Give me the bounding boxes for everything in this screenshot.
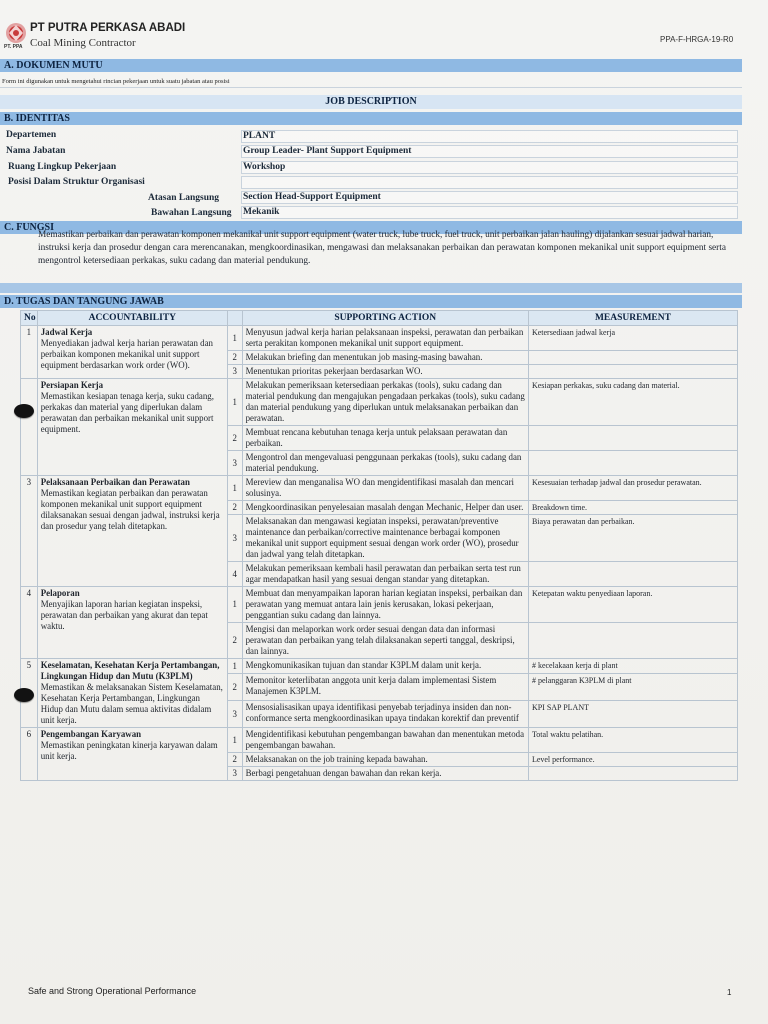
section-d-title: D. TUGAS DAN TANGUNG JAWAB — [0, 295, 742, 308]
accountability-title: Pelaporan — [40, 588, 80, 598]
supporting-action: Mengidentifikasi kebutuhan pengembangan bawahan dan menentukan metoda pengembangan bawahan. — [242, 728, 528, 753]
accountability-title: Pengembangan Karyawan — [40, 729, 142, 739]
measurement: Biaya perawatan dan perbaikan. — [528, 515, 737, 562]
supporting-action: Mereview dan menganalisa WO dan mengidentifikasi masalah dan mencari solusinya. — [242, 476, 528, 501]
measurement: Ketersediaan jadwal kerja — [528, 326, 737, 351]
section-a-note-row — [0, 73, 742, 88]
accountability-title: Keselamatan, Kesehatan Kerja Pertambangan, Lingkungan Hidup dan Mutu (K3PLM) — [40, 660, 220, 681]
measurement — [528, 767, 737, 781]
action-number: 2 — [227, 501, 242, 515]
supporting-action: Melaksanakan dan mengawasi kegiatan inspeksi, perawatan/preventive maintenance dan perbaikan/corrective maintenance berbagai komponen mekanikal unit support equipment sesuai dengan work order (WO), prosedur dan jadwal yang telah ditetapkan. — [242, 515, 528, 562]
task-accountability — [37, 379, 227, 476]
jabatan-value: Group Leader- Plant Support Equipment — [243, 146, 412, 156]
section-c-title: C. FUNGSI — [0, 221, 742, 234]
measurement — [528, 451, 737, 476]
departemen-label: Departemen — [6, 130, 57, 140]
accountability-description: Memastikan kesiapan tenaga kerja, suku cadang, perkakas dan material yang diperlukan dalam perawatan dan perbaikan mekanikal unit support equipment. — [40, 391, 214, 434]
measurement — [528, 562, 737, 587]
task-number: 6 — [21, 728, 38, 781]
measurement — [528, 623, 737, 659]
measurement: Ketepatan waktu penyediaan laporan. — [528, 587, 737, 623]
atasan-value: Section Head-Support Equipment — [243, 192, 381, 202]
lingkup-value: Workshop — [243, 162, 286, 172]
measurement: Level performance. — [528, 753, 737, 767]
tasks-header-row — [21, 311, 738, 326]
task-accountability — [37, 587, 227, 659]
supporting-action: Mengontrol dan mengevaluasi penggunaan perkakas (tools), suku cadang dan material pendukung. — [242, 451, 528, 476]
action-number: 3 — [227, 451, 242, 476]
task-number: 1 — [21, 326, 38, 379]
action-number: 3 — [227, 365, 242, 379]
action-number: 1 — [227, 379, 242, 426]
bawahan-box — [241, 206, 738, 219]
logo-caption: PT. PPA — [4, 44, 23, 50]
measurement: KPI SAP PLANT — [528, 701, 737, 728]
action-number: 2 — [227, 623, 242, 659]
supporting-action: Berbagi pengetahuan dengan bawahan dan rekan kerja. — [242, 767, 528, 781]
supporting-action: Menentukan prioritas pekerjaan berdasarkan WO. — [242, 365, 528, 379]
accountability-description: Menyajikan laporan harian kegiatan inspeksi, perawatan dan perbaikan yang akurat dan tepat waktu. — [40, 599, 208, 631]
measurement: Kesesuaian terhadap jadwal dan prosedur perawatan. — [528, 476, 737, 501]
header-accountability: ACCOUNTABILITY — [37, 311, 227, 326]
task-number: 4 — [21, 587, 38, 659]
supporting-action: Melakukan pemeriksaan kembali hasil perawatan dan perbaikan serta test run agar mendapatkan hasil yang sesuai dengan standar yang ditetapkan. — [242, 562, 528, 587]
section-a-title: A. DOKUMEN MUTU — [0, 59, 742, 72]
accountability-title: Pelaksanaan Perbaikan dan Perawatan — [40, 477, 190, 487]
company-name: PT PUTRA PERKASA ABADI — [30, 22, 186, 34]
supporting-action: Melakukan pemeriksaan ketersediaan perkakas (tools), suku cadang dan material pendukung dan mengajukan pengadaan perkakas (tools), suku cadang dan material pendukung yang diperlukan untuk melaksanakan perbaikan dan perawatan. — [242, 379, 528, 426]
lingkup-label: Ruang Lingkup Pekerjaan — [8, 162, 117, 172]
header-sub — [227, 311, 242, 326]
measurement — [528, 351, 737, 365]
section-d-spacer — [0, 283, 742, 293]
task-number: 5 — [21, 659, 38, 728]
measurement: Kesiapan perkakas, suku cadang dan material. — [528, 379, 737, 426]
action-number: 4 — [227, 562, 242, 587]
header-measurement: MEASUREMENT — [528, 311, 737, 326]
measurement: # pelanggaran K3PLM di plant — [528, 674, 737, 701]
action-number: 2 — [227, 351, 242, 365]
accountability-description: Memastikan kegiatan perbaikan dan perawatan komponen mekanikal unit support equipment dilaksanakan sesuai dengan jadwal, instruksi kerja dan prosedur yang telah ditetapkan. — [40, 488, 220, 531]
punch-hole-bottom — [14, 688, 34, 702]
section-a-note: Form ini digunakan untuk mengetahui rincian pekerjaan untuk suatu jabatan atau posisi — [2, 78, 230, 85]
action-number: 1 — [227, 728, 242, 753]
supporting-action: Membuat rencana kebutuhan tenaga kerja untuk pelaksaan perawatan dan perbaikan. — [242, 426, 528, 451]
accountability-description: Menyediakan jadwal kerja harian perawatan dan perbaikan komponen mekanikal unit support equipment berdasarkan work order (WO). — [40, 338, 213, 370]
tasks-body — [21, 326, 738, 781]
task-accountability — [37, 326, 227, 379]
task-number — [21, 379, 38, 476]
table-row — [21, 379, 738, 426]
table-row — [21, 476, 738, 501]
action-number: 3 — [227, 767, 242, 781]
supporting-action: Melaksanakan on the job training kepada bawahan. — [242, 753, 528, 767]
posisi-box — [241, 176, 738, 189]
page-number: 1 — [727, 988, 732, 997]
footer-slogan: Safe and Strong Operational Performance — [28, 986, 197, 996]
punch-hole-top — [14, 404, 34, 418]
accountability-title: Jadwal Kerja — [40, 327, 93, 337]
table-row — [21, 326, 738, 351]
task-accountability — [37, 476, 227, 587]
measurement: Total waktu pelatihan. — [528, 728, 737, 753]
task-accountability — [37, 659, 227, 728]
section-b-title: B. IDENTITAS — [0, 112, 742, 125]
table-row — [21, 587, 738, 623]
tasks-table — [20, 310, 738, 781]
task-number: 3 — [21, 476, 38, 587]
measurement — [528, 426, 737, 451]
header-supporting-action: SUPPORTING ACTION — [242, 311, 528, 326]
document-code: PPA-F-HRGA-19-R0 — [660, 35, 734, 44]
table-row — [21, 728, 738, 753]
jabatan-label: Nama Jabatan — [6, 146, 66, 156]
departemen-value: PLANT — [243, 131, 276, 141]
action-number: 2 — [227, 674, 242, 701]
company-tagline: Coal Mining Contractor — [30, 37, 136, 49]
job-description-title: JOB DESCRIPTION — [0, 95, 742, 109]
accountability-title: Persiapan Kerja — [40, 380, 104, 390]
measurement — [528, 365, 737, 379]
departemen-box — [241, 130, 738, 143]
supporting-action: Membuat dan menyampaikan laporan harian kegiatan inspeksi, perbaikan dan perawatan yang memuat antara lain jenis kerusakan, lokasi pekerjaan, penggantian suku cadang dan lainnya. — [242, 587, 528, 623]
action-number: 1 — [227, 326, 242, 351]
lingkup-box — [241, 161, 738, 174]
action-number: 2 — [227, 753, 242, 767]
supporting-action: Menyusun jadwal kerja harian pelaksanaan inspeksi, perawatan dan perbaikan serta perakitan komponen mekanikal unit support equipment. — [242, 326, 528, 351]
supporting-action: Mensosialisasikan upaya identifikasi penyebab terjadinya insiden dan non-conformance serta mengkoordinasikan upaya tindakan korektif dan preventif — [242, 701, 528, 728]
fungsi-text: Memastikan perbaikan dan perawatan komponen mekanikal unit support equipment (water truck, lube truck, fuel truck, unit perbaikan jalan hauling) dijalankan sesuai jadwal harian, instruksi kerja dan prosedur dengan cara merencanakan, mengkoordinasikan, mengawasi dan melaksanakan perbaikan dan perawatan komponen mekanikal unit support equipment serta mengontrol ketersediaan perkakas, suku cadang dan material pendukung. — [38, 230, 726, 266]
posisi-label: Posisi Dalam Struktur Organisasi — [8, 177, 145, 187]
action-number: 3 — [227, 515, 242, 562]
supporting-action: Mengisi dan melaporkan work order sesuai dengan data dan informasi perawatan dan perbaikan yang telah dilaksanakan seperti tanggal, deskripsi, dan lainnya. — [242, 623, 528, 659]
accountability-description: Memastikan & melaksanakan Sistem Keselamatan, Kesehatan Kerja Pertambangan, Lingkungan Hidup dan Mutu dalam semua aktivitas didalam unit kerja. — [40, 682, 223, 725]
measurement: # kecelakaan kerja di plant — [528, 659, 737, 674]
table-row — [21, 659, 738, 674]
bawahan-label: Bawahan Langsung — [151, 208, 232, 218]
supporting-action: Mengkoordinasikan penyelesaian masalah dengan Mechanic, Helper dan user. — [242, 501, 528, 515]
action-number: 1 — [227, 476, 242, 501]
action-number: 3 — [227, 701, 242, 728]
supporting-action: Melakukan briefing dan menentukan job masing-masing bawahan. — [242, 351, 528, 365]
atasan-label: Atasan Langsung — [148, 193, 220, 203]
supporting-action: Mengkomunikasikan tujuan dan standar K3PLM dalam unit kerja. — [242, 659, 528, 674]
action-number: 1 — [227, 659, 242, 674]
accountability-description: Memastikan peningkatan kinerja karyawan dalam unit kerja. — [40, 740, 218, 761]
bawahan-value: Mekanik — [243, 207, 280, 217]
supporting-action: Memonitor keterlibatan anggota unit kerja dalam implementasi Sistem Manajemen K3PLM. — [242, 674, 528, 701]
header-no: No — [21, 311, 38, 326]
measurement: Breakdown time. — [528, 501, 737, 515]
action-number: 1 — [227, 587, 242, 623]
task-accountability — [37, 728, 227, 781]
action-number: 2 — [227, 426, 242, 451]
